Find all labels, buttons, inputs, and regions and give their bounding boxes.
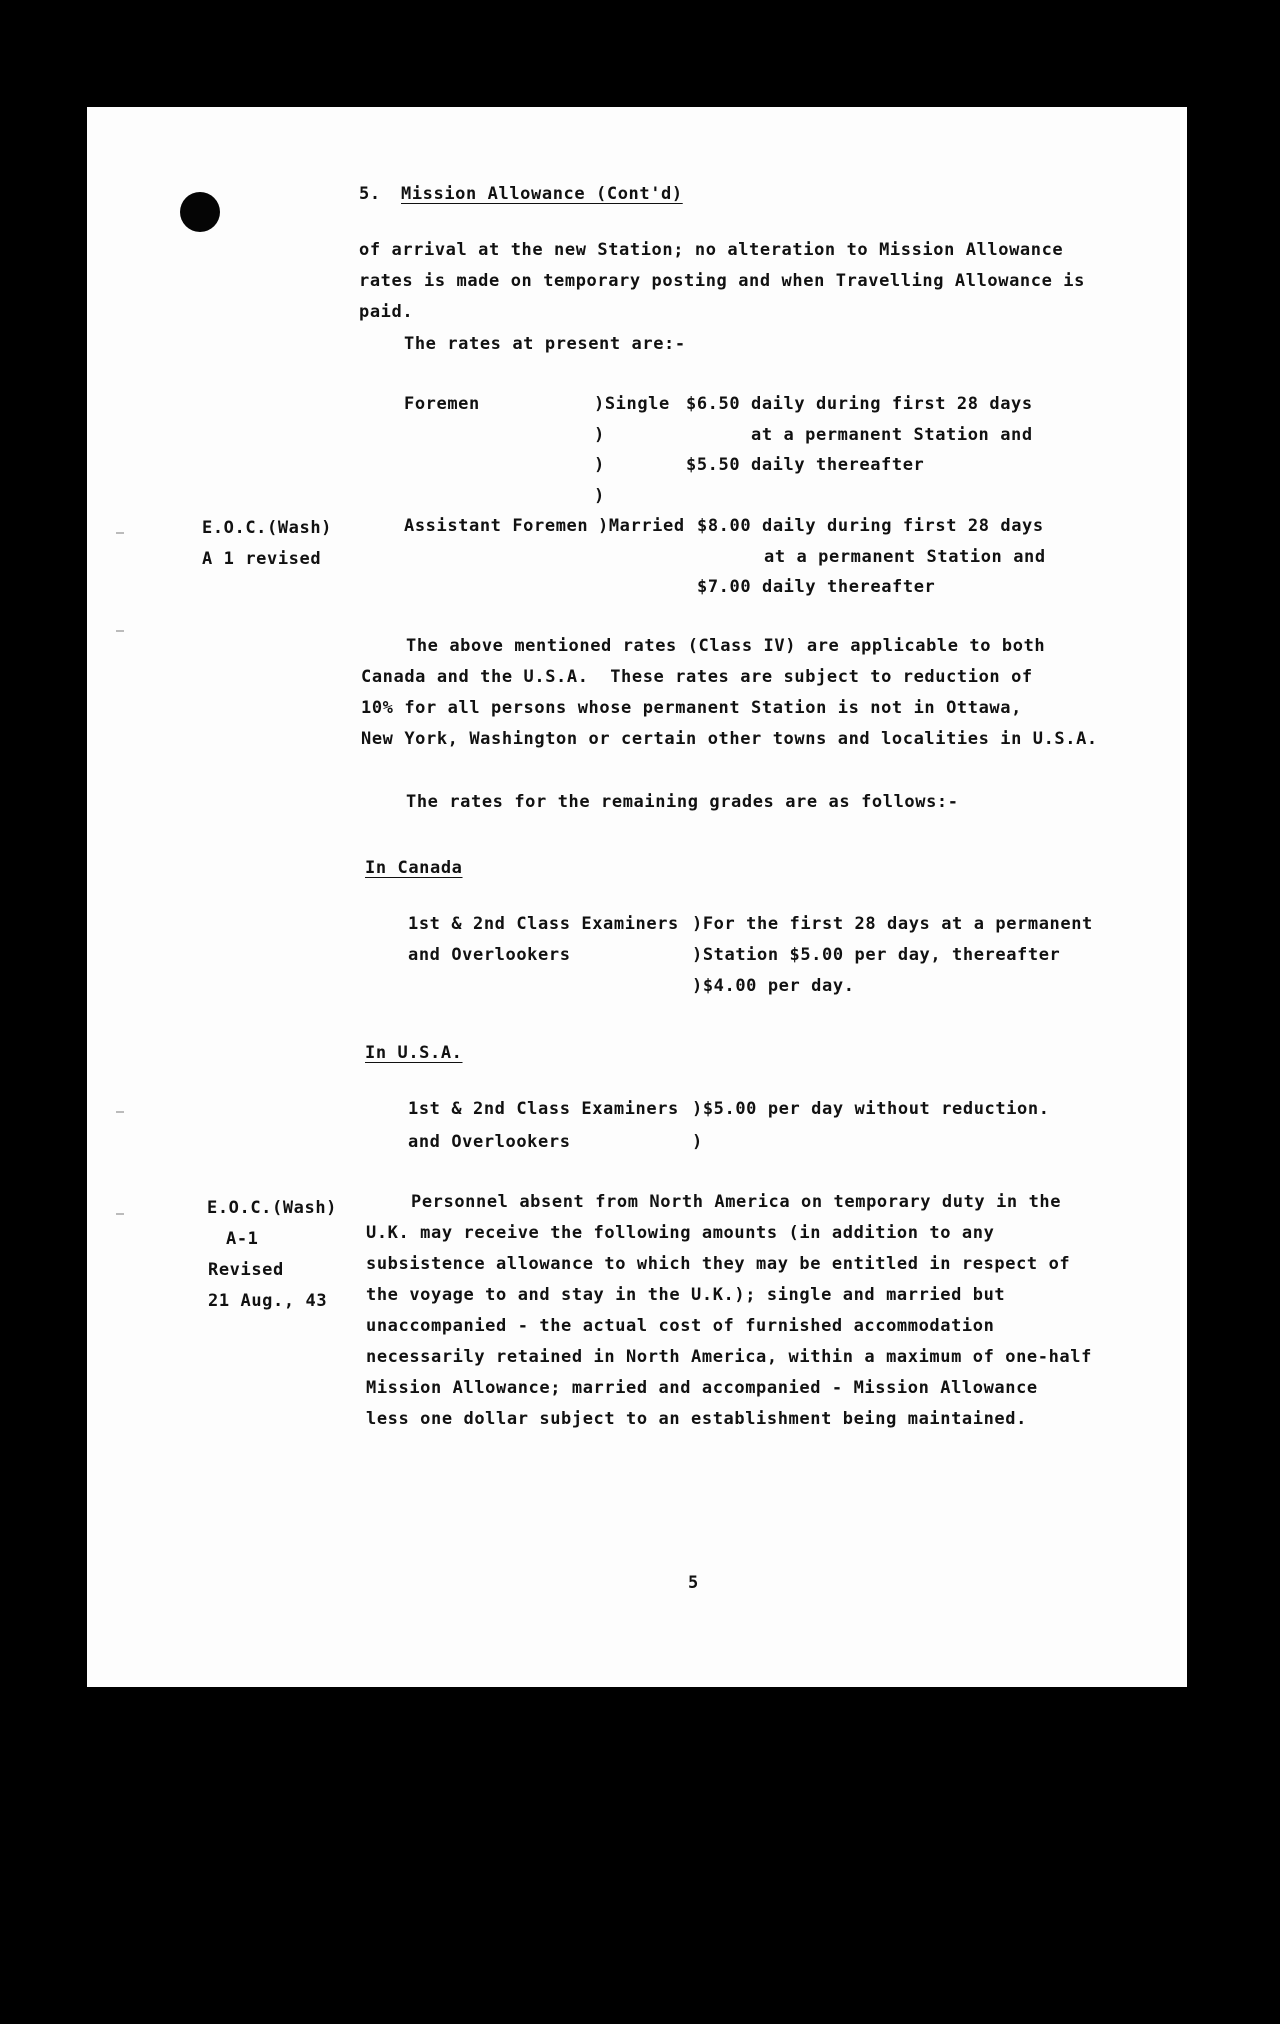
- bracket: )Single: [594, 394, 670, 414]
- usa-rate: ): [692, 1132, 703, 1152]
- paragraph-line: less one dollar subject to an establishment being maintained.: [366, 1409, 1027, 1429]
- margin-note: E.O.C.(Wash): [202, 518, 333, 538]
- margin-note: A 1 revised: [202, 549, 322, 569]
- paragraph-line: the voyage to and stay in the U.K.); single and married but: [366, 1285, 1006, 1305]
- bracket: ): [594, 455, 605, 475]
- margin-mark: [116, 532, 124, 534]
- paragraph-line: Canada and the U.S.A. These rates are subject to reduction of: [361, 667, 1033, 687]
- bracket: )Married: [598, 516, 685, 536]
- margin-mark: [116, 1111, 124, 1113]
- paragraph-line: U.K. may receive the following amounts (in addition to any: [366, 1223, 995, 1243]
- intro-line: rates is made on temporary posting and when Travelling Allowance is: [359, 271, 1085, 291]
- bracket: ): [594, 425, 605, 445]
- intro-line: paid.: [359, 302, 414, 322]
- section-title: Mission Allowance (Cont'd): [401, 184, 683, 204]
- usa-grade: 1st & 2nd Class Examiners: [408, 1099, 679, 1119]
- margin-note: A-1: [226, 1229, 259, 1249]
- paragraph-line: Personnel absent from North America on temporary duty in the: [411, 1192, 1062, 1212]
- paragraph-line: New York, Washington or certain other towns and localities in U.S.A.: [361, 729, 1098, 749]
- assistant-rate-line: at a permanent Station and: [764, 547, 1046, 567]
- foremen-rate-line: $6.50 daily during first 28 days: [686, 394, 1033, 414]
- remaining-intro: The rates for the remaining grades are as follows:-: [406, 792, 959, 812]
- usa-heading: In U.S.A.: [365, 1043, 463, 1063]
- assistant-rate-line: $8.00 daily during first 28 days: [697, 516, 1044, 536]
- punch-hole: [180, 192, 220, 232]
- paragraph-line: subsistence allowance to which they may be entitled in respect of: [366, 1254, 1071, 1274]
- margin-note: Revised: [208, 1260, 284, 1280]
- usa-grade: and Overlookers: [408, 1132, 571, 1152]
- canada-heading: In Canada: [365, 858, 463, 878]
- paragraph-line: unaccompanied - the actual cost of furnished accommodation: [366, 1316, 995, 1336]
- canada-rate: )$4.00 per day.: [692, 976, 855, 996]
- foremen-rate-line: $5.50 daily thereafter: [686, 455, 925, 475]
- margin-mark: [116, 630, 124, 632]
- canada-grade: 1st & 2nd Class Examiners: [408, 914, 679, 934]
- section-number: 5.: [359, 184, 381, 204]
- bracket: ): [594, 486, 605, 506]
- foremen-rate-line: at a permanent Station and: [751, 425, 1033, 445]
- margin-note: E.O.C.(Wash): [207, 1198, 338, 1218]
- page-number: 5: [688, 1573, 699, 1593]
- intro-line: of arrival at the new Station; no alteration to Mission Allowance: [359, 240, 1064, 260]
- margin-note: 21 Aug., 43: [208, 1291, 328, 1311]
- canada-rate: )Station $5.00 per day, thereafter: [692, 945, 1061, 965]
- margin-mark: [116, 1213, 124, 1215]
- assistant-rate-line: $7.00 daily thereafter: [697, 577, 936, 597]
- assistant-label: Assistant Foremen: [404, 516, 589, 536]
- rates-intro: The rates at present are:-: [404, 334, 686, 354]
- paragraph-line: necessarily retained in North America, within a maximum of one-half: [366, 1347, 1092, 1367]
- paragraph-line: The above mentioned rates (Class IV) are applicable to both: [406, 636, 1046, 656]
- paragraph-line: Mission Allowance; married and accompanied - Mission Allowance: [366, 1378, 1038, 1398]
- canada-rate: )For the first 28 days at a permanent: [692, 914, 1093, 934]
- foremen-label: Foremen: [404, 394, 480, 414]
- usa-rate: )$5.00 per day without reduction.: [692, 1099, 1050, 1119]
- canada-grade: and Overlookers: [408, 945, 571, 965]
- paragraph-line: 10% for all persons whose permanent Station is not in Ottawa,: [361, 698, 1022, 718]
